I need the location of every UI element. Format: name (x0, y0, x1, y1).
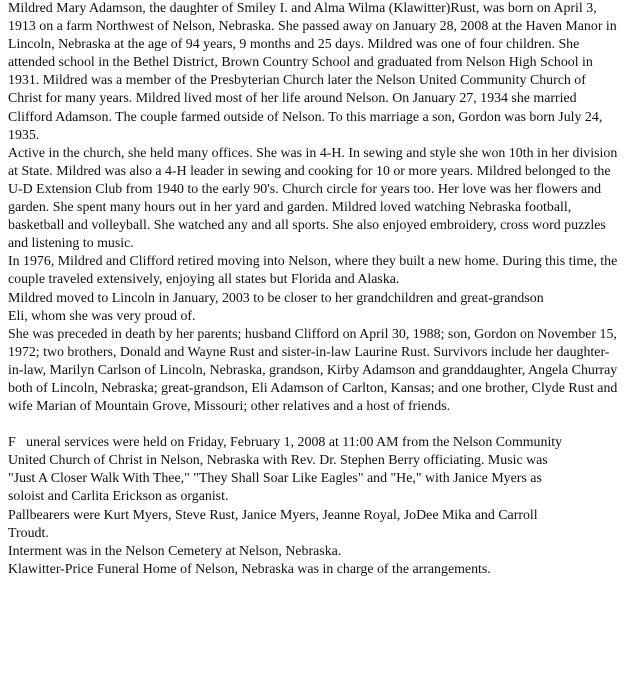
obituary-paragraph-move: Mildred moved to Lincoln in January, 2003 to be closer to her grandchildren and great-grandson Eli, whom she was very proud of. (8, 290, 544, 324)
obituary-paragraph-survivors: She was preceded in death by her parents; husband Clifford on April 30, 1988; son, Gordon on November 15, 1972; two brothers, Donald and Wayne Rust and sister-in-law Laurine Rust. Survivors include her daughter-in-law, Marilyn Carlson of Lincoln, Nebraska, grandson, Kirby Adamson and granddaughter, Angela Churray both of Lincoln, Nebraska; great-grandson, Eli Adamson of Carlton, Kansas; and one brother, Clyde Rust and wife Marian of Mountain Grove, Missouri; other relatives and a host of friends. (8, 326, 618, 415)
section-spacer (8, 416, 626, 434)
services-paragraph-funeral-home: Klawitter-Price Funeral Home of Nelson, Nebraska was in charge of the arrangements. (8, 561, 491, 577)
services-paragraph-interment: Interment was in the Nelson Cemetery at Nelson, Nebraska. (8, 543, 342, 559)
services-paragraph-funeral: F uneral services were held on Friday, February 1, 2008 at 11:00 AM from the Nelson Community United Church of Christ in Nelson, Nebraska with Rev. Dr. Stephen Berry officiating. Music was "Just A Closer Walk With Thee," "They Shall Soar Like Eagles" and "He," with Janice Myers as soloist and Carlita Erickson as organist. (8, 435, 563, 505)
services-paragraph-pallbearers: Pallbearers were Kurt Myers, Steve Rust, Janice Myers, Jeanne Royal, JoDee Mika and Carroll Troudt. (8, 507, 538, 541)
obituary-document (8, 0, 626, 579)
obituary-paragraph-activities: Active in the church, she held many offices. She was in 4-H. In sewing and style she won 10th in her division at State. Mildred was also a 4-H leader in sewing and cooking for 10 or more years. Mildred belonged to the U-D Extension Club from 1940 to the early 90's. Church circle for years too. Her love was her flowers and garden. She spent many hours out in her yard and garden. Mildred loved watching Nebraska football, basketball and volleyball. She watched any and all sports. She also enjoyed embroidery, cross word puzzles and listening to music. (8, 145, 618, 252)
obituary-paragraph-retirement: In 1976, Mildred and Clifford retired moving into Nelson, where they built a new home. During this time, the couple traveled extensively, enjoying all states but Florida and Alaska. (8, 254, 618, 288)
obituary-paragraph-biography: Mildred Mary Adamson, the daughter of Smiley I. and Alma Wilma (Klawitter)Rust, was born on April 3, 1913 on a farm Northwest of Nelson, Nebraska. She passed away on January 28, 2008 at the Haven Manor in Lincoln, Nebraska at the age of 94 years, 9 months and 25 days. Mildred was one of four children. She attended school in the Bethel District, Brown Country School and graduated from Nelson High School in 1931. Mildred was a member of the Presbyterian Church later the Nelson United Community Church of Christ for many years. Mildred lived most of her life around Nelson. On January 27, 1934 she married Clifford Adamson. The couple farmed outside of Nelson. To this marriage a son, Gordon was born July 24, 1935. (8, 1, 617, 143)
